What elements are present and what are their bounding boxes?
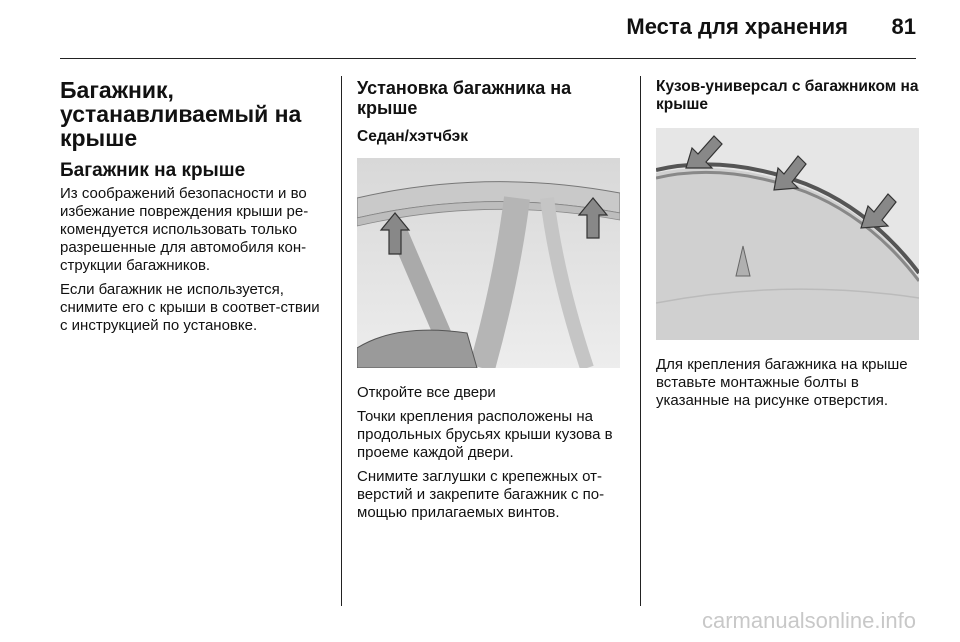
chapter-heading: Багажник, устанавливаемый на крыше bbox=[60, 77, 302, 151]
paragraph: Снимите заглушки с крепежных от-верстий и закрепите багажник с по-мощью прилагаемых винтов. bbox=[357, 468, 605, 521]
wagon-roof-rail-illustration bbox=[656, 128, 919, 340]
paragraph: Из соображений безопасности и во избежание повреждения крыши ре-комендуется использовать только разрешенные для автомобиля кон-струкции багажников. bbox=[60, 185, 309, 274]
paragraph: Откройте все двери bbox=[357, 384, 496, 401]
paragraph: Если багажник не используется, снимите его с крыши в соответ-ствии с инструкцией по установке. bbox=[60, 281, 320, 334]
sedan-roof-mount-illustration bbox=[357, 158, 620, 368]
watermark: carmanualsonline.info bbox=[701, 608, 916, 633]
column-roof-rack-intro bbox=[60, 78, 328, 341]
section-heading: Кузов-универсал с багажником на крыше bbox=[656, 78, 919, 113]
page-number: 81 bbox=[891, 14, 916, 39]
subsection-heading: Седан/хэтчбэк bbox=[357, 128, 468, 145]
paragraph: Точки крепления расположены на продольных брусьях крыши кузова в проеме каждой двери. bbox=[357, 408, 613, 461]
column-divider-1 bbox=[341, 76, 342, 606]
section-heading: Багажник на крыше bbox=[60, 160, 246, 181]
section-title: Места для хранения bbox=[626, 14, 848, 39]
column-wagon-rack bbox=[656, 78, 921, 416]
column-divider-2 bbox=[640, 76, 641, 606]
paragraph: Для крепления багажника на крыше вставьте монтажные болты в указанные на рисунке отверстия. bbox=[656, 356, 908, 409]
header-divider bbox=[60, 58, 916, 59]
column-rack-installation bbox=[357, 78, 625, 528]
section-heading: Установка багажника на крыше bbox=[357, 78, 572, 118]
